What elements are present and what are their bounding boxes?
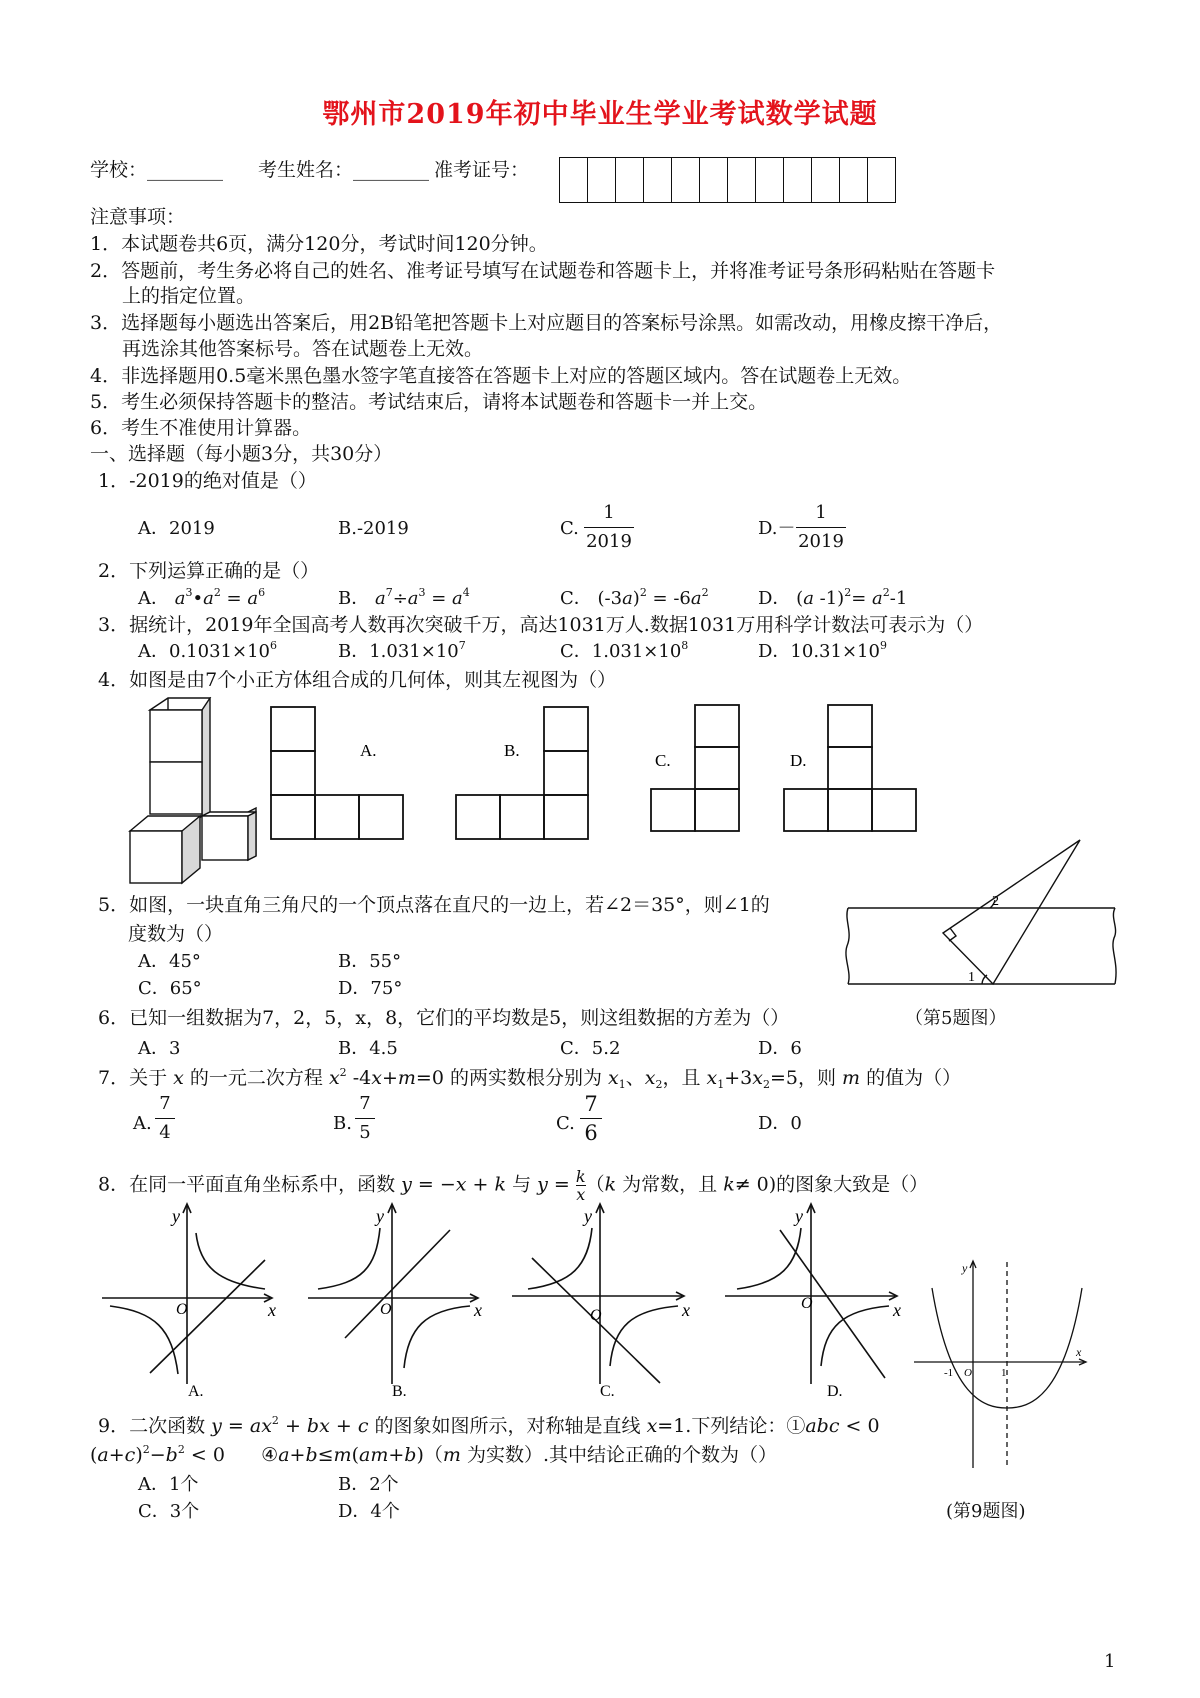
q1-option-a: A．2019 [138, 518, 215, 539]
tick-neg1-label: -1 [944, 1367, 954, 1379]
q7-option-a: A. [133, 1113, 152, 1134]
q5-ruler-triangle-figure [840, 838, 1120, 1000]
exam-id-label: 准考证号： [434, 159, 530, 181]
q3-option-d-base: D．10.31×10 [758, 641, 880, 662]
q4-option-c-label: C. [655, 751, 671, 770]
q8-option-a-label: A. [188, 1383, 204, 1400]
note-2: 2．答题前，考生务必将自己的姓名、准考证号填写在试题卷和答题卡上，并将准考证号条形码粘贴在答题卡 [90, 260, 996, 282]
note-3: 3．选择题每小题选出答案后，用2B铅笔把答题卡上对应题目的答案标号涂黑。如需改动，用橡皮擦干净后， [90, 312, 1003, 334]
q4-option-a-view [270, 706, 420, 846]
tick-1-label: 1 [1001, 1367, 1007, 1379]
q6-option-b: B．4.5 [338, 1038, 398, 1059]
q5-option-c: C．65° [138, 978, 202, 999]
q4-solid-figure [120, 700, 270, 880]
note-6: 6．考生不准使用计算器。 [90, 417, 312, 439]
q7-option-c-fraction [580, 1093, 602, 1144]
q4-option-b-label: B. [504, 741, 520, 760]
q5-stem: 5．如图，一块直角三角尺的一个顶点落在直尺的一边上，若∠2＝35°，则∠1的 [98, 894, 770, 916]
student-name-label: 考生姓名：________ [258, 159, 430, 181]
fraction-denominator: 4 [159, 1122, 171, 1143]
x-axis-label: x [893, 1300, 901, 1320]
fraction-numerator: 7 [359, 1093, 371, 1114]
y-axis-label: y [962, 1261, 968, 1275]
note-5: 5．考生必须保持答题卡的整洁。考试结束后，请将本试题卷和答题卡一并上交。 [90, 391, 768, 413]
q7-option-b-fraction [355, 1093, 375, 1144]
id-box[interactable] [868, 158, 895, 202]
q4-option-c-view [648, 704, 748, 834]
q9-figure-caption: (第9题图) [946, 1501, 1026, 1522]
fraction-denominator: 5 [359, 1122, 371, 1143]
q4-option-b-view [456, 706, 596, 846]
q2-stem: 2．下列运算正确的是（） [98, 560, 320, 582]
id-box[interactable] [560, 158, 588, 202]
q9-option-a: A．1个 [138, 1474, 199, 1495]
id-box[interactable] [616, 158, 644, 202]
q3-option-c-exponent: 8 [681, 639, 689, 652]
y-axis-label: y [376, 1206, 384, 1226]
page-number: 1 [1104, 1651, 1116, 1672]
origin-label: O [801, 1295, 813, 1312]
q9-option-b: B．2个 [338, 1474, 399, 1495]
school-label: 学校：________ [90, 159, 224, 181]
origin-label: O [380, 1301, 392, 1318]
y-axis-label: y [172, 1206, 180, 1226]
exam-id-boxes[interactable] [559, 157, 896, 203]
q9-stem: 9．二次函数 $y = ax^2$ + bx + c 的图象如图所示，对称轴是直线 x=1.下列结论：①abc < 0 [98, 1414, 880, 1437]
id-box[interactable] [840, 158, 868, 202]
note-3-cont: 再选涂其他答案标号。答在试题卷上无效。 [122, 338, 484, 360]
id-box[interactable] [812, 158, 840, 202]
fraction-numerator: 7 [584, 1092, 598, 1116]
q1-stem: 1．-2019的绝对值是（） [98, 470, 317, 492]
fraction-numerator: 1 [815, 502, 827, 523]
q5-option-a: A．45° [138, 951, 201, 972]
y-axis-label: y [795, 1206, 803, 1226]
q3-option-c [560, 640, 688, 664]
origin-label: O [176, 1301, 188, 1318]
q2-option-d: D． (a $-1)^2= a^2-1$ [758, 586, 908, 609]
id-box[interactable] [700, 158, 728, 202]
q3-option-d-exponent: 9 [879, 639, 887, 652]
q8-option-d-label: D. [827, 1383, 843, 1400]
note-2-cont: 上的指定位置。 [122, 285, 256, 307]
fraction-denominator: 2019 [798, 531, 844, 552]
fraction-denominator: 2019 [586, 531, 632, 552]
q5-angle-2-label: 2 [992, 894, 999, 909]
origin-label: O [964, 1367, 972, 1379]
q9-option-d: D．4个 [338, 1501, 400, 1522]
q3-stem: 3．据统计，2019年全国高考人数再次突破千万，高达1031万人.数据1031万用科学计数法可表示为（） [98, 614, 984, 636]
fraction-numerator: 1 [603, 502, 615, 523]
id-box[interactable] [588, 158, 616, 202]
notes-heading: 注意事项： [90, 206, 186, 228]
q3-option-d [758, 640, 887, 664]
q2-option-b: B． $a^7\div a^3 = a^4$ [338, 586, 470, 609]
q8-option-c-label: C. [600, 1383, 615, 1400]
q3-option-a [138, 640, 277, 664]
q6-option-c: C．5.2 [560, 1038, 621, 1059]
q3-option-a-exponent: 6 [269, 639, 277, 652]
x-axis-label: x [268, 1300, 276, 1320]
q2-option-a: A． $a^3•a^2 = a^6$ [138, 586, 266, 609]
note-1: 1．本试题卷共6页，满分120分，考试时间120分钟。 [90, 233, 548, 255]
q5-option-d: D．75° [338, 978, 403, 999]
q9-stem-cont: $(a+c)^2-b^2 < 0$ ④a+b≤m(am+b)（m 为实数）.其中结论正确的个数为（） [90, 1443, 777, 1466]
q9-parabola-figure [912, 1258, 1092, 1478]
x-axis-label: x [474, 1300, 482, 1320]
q4-option-a-label: A. [360, 741, 377, 760]
q3-option-a-base: A．0.1031×10 [138, 641, 270, 662]
id-box[interactable] [756, 158, 784, 202]
x-axis-label: x [1076, 1345, 1082, 1359]
q9-option-c: C．3个 [138, 1501, 200, 1522]
section-heading: 一、选择题（每小题3分，共30分） [90, 443, 393, 465]
q8-option-b-label: B. [392, 1383, 407, 1400]
q6-option-a: A．3 [138, 1038, 181, 1059]
q5-option-b: B．55° [338, 951, 402, 972]
q3-option-c-base: C．1.031×10 [560, 641, 682, 662]
q1-option-c: C. [560, 518, 579, 539]
q8-graph-d [715, 1198, 905, 1398]
q6-option-d: D．6 [758, 1038, 802, 1059]
q3-option-b-base: B．1.031×10 [338, 641, 459, 662]
id-box[interactable] [784, 158, 812, 202]
origin-label: O [590, 1307, 602, 1324]
q8-graph-b [300, 1198, 480, 1398]
q7-option-c: C. [556, 1113, 575, 1134]
q4-stem: 4．如图是由7个小正方体组合成的几何体，则其左视图为（） [98, 669, 617, 691]
q4-option-d-label: D. [790, 751, 807, 770]
q6-stem: 6．已知一组数据为7，2，5，x，8，它们的平均数是5，则这组数据的方差为（） [98, 1007, 790, 1029]
q5-stem-cont: 度数为（） [128, 923, 224, 945]
q7-option-a-fraction [155, 1093, 175, 1144]
q1-option-c-fraction [584, 502, 634, 553]
y-axis-label: y [584, 1206, 592, 1226]
id-box[interactable] [728, 158, 756, 202]
q7-option-b: B. [333, 1113, 352, 1134]
q7-stem: 7．关于 x 的一元二次方程 $x^2$ -4x+m=0 的两实数根分别为 $x_1$、$x_2$，且 $x_1+3x_2=5$，则 m 的值为（） [98, 1066, 962, 1091]
q7-option-d: D．0 [758, 1113, 802, 1134]
note-4: 4．非选择题用0.5毫米黑色墨水签字笔直接答在答题卡上对应的答题区域内。答在试题卷上无效。 [90, 365, 912, 387]
q8-stem: 8．在同一平面直角坐标系中，函数 y = −x + k 与 $y = \frac{k}{x}$ （k 为常数，且 k≠ 0)的图象大致是（） [98, 1167, 929, 1204]
q5-angle-1-label: 1 [968, 970, 975, 985]
q8-graph-c [510, 1198, 690, 1398]
q2-option-c: C． $(-3a)^2 = -6a^2$ [560, 586, 709, 609]
q3-option-b-exponent: 7 [458, 639, 466, 652]
exam-title: 鄂州市2019年初中毕业生学业考试数学试题 [322, 99, 878, 130]
fraction-numerator: 7 [159, 1093, 171, 1114]
q5-figure-caption: （第5题图） [905, 1008, 1007, 1029]
q1-option-b: B.-2019 [338, 518, 409, 539]
fraction-denominator: 6 [584, 1121, 598, 1145]
q1-option-d-fraction [796, 502, 846, 553]
q4-option-d-view [782, 704, 922, 834]
x-axis-label: x [682, 1300, 690, 1320]
id-box[interactable] [672, 158, 700, 202]
q8-graph-a [100, 1198, 280, 1398]
id-box[interactable] [644, 158, 672, 202]
q3-option-b [338, 640, 466, 664]
q1-option-d: D.－ [758, 518, 796, 539]
